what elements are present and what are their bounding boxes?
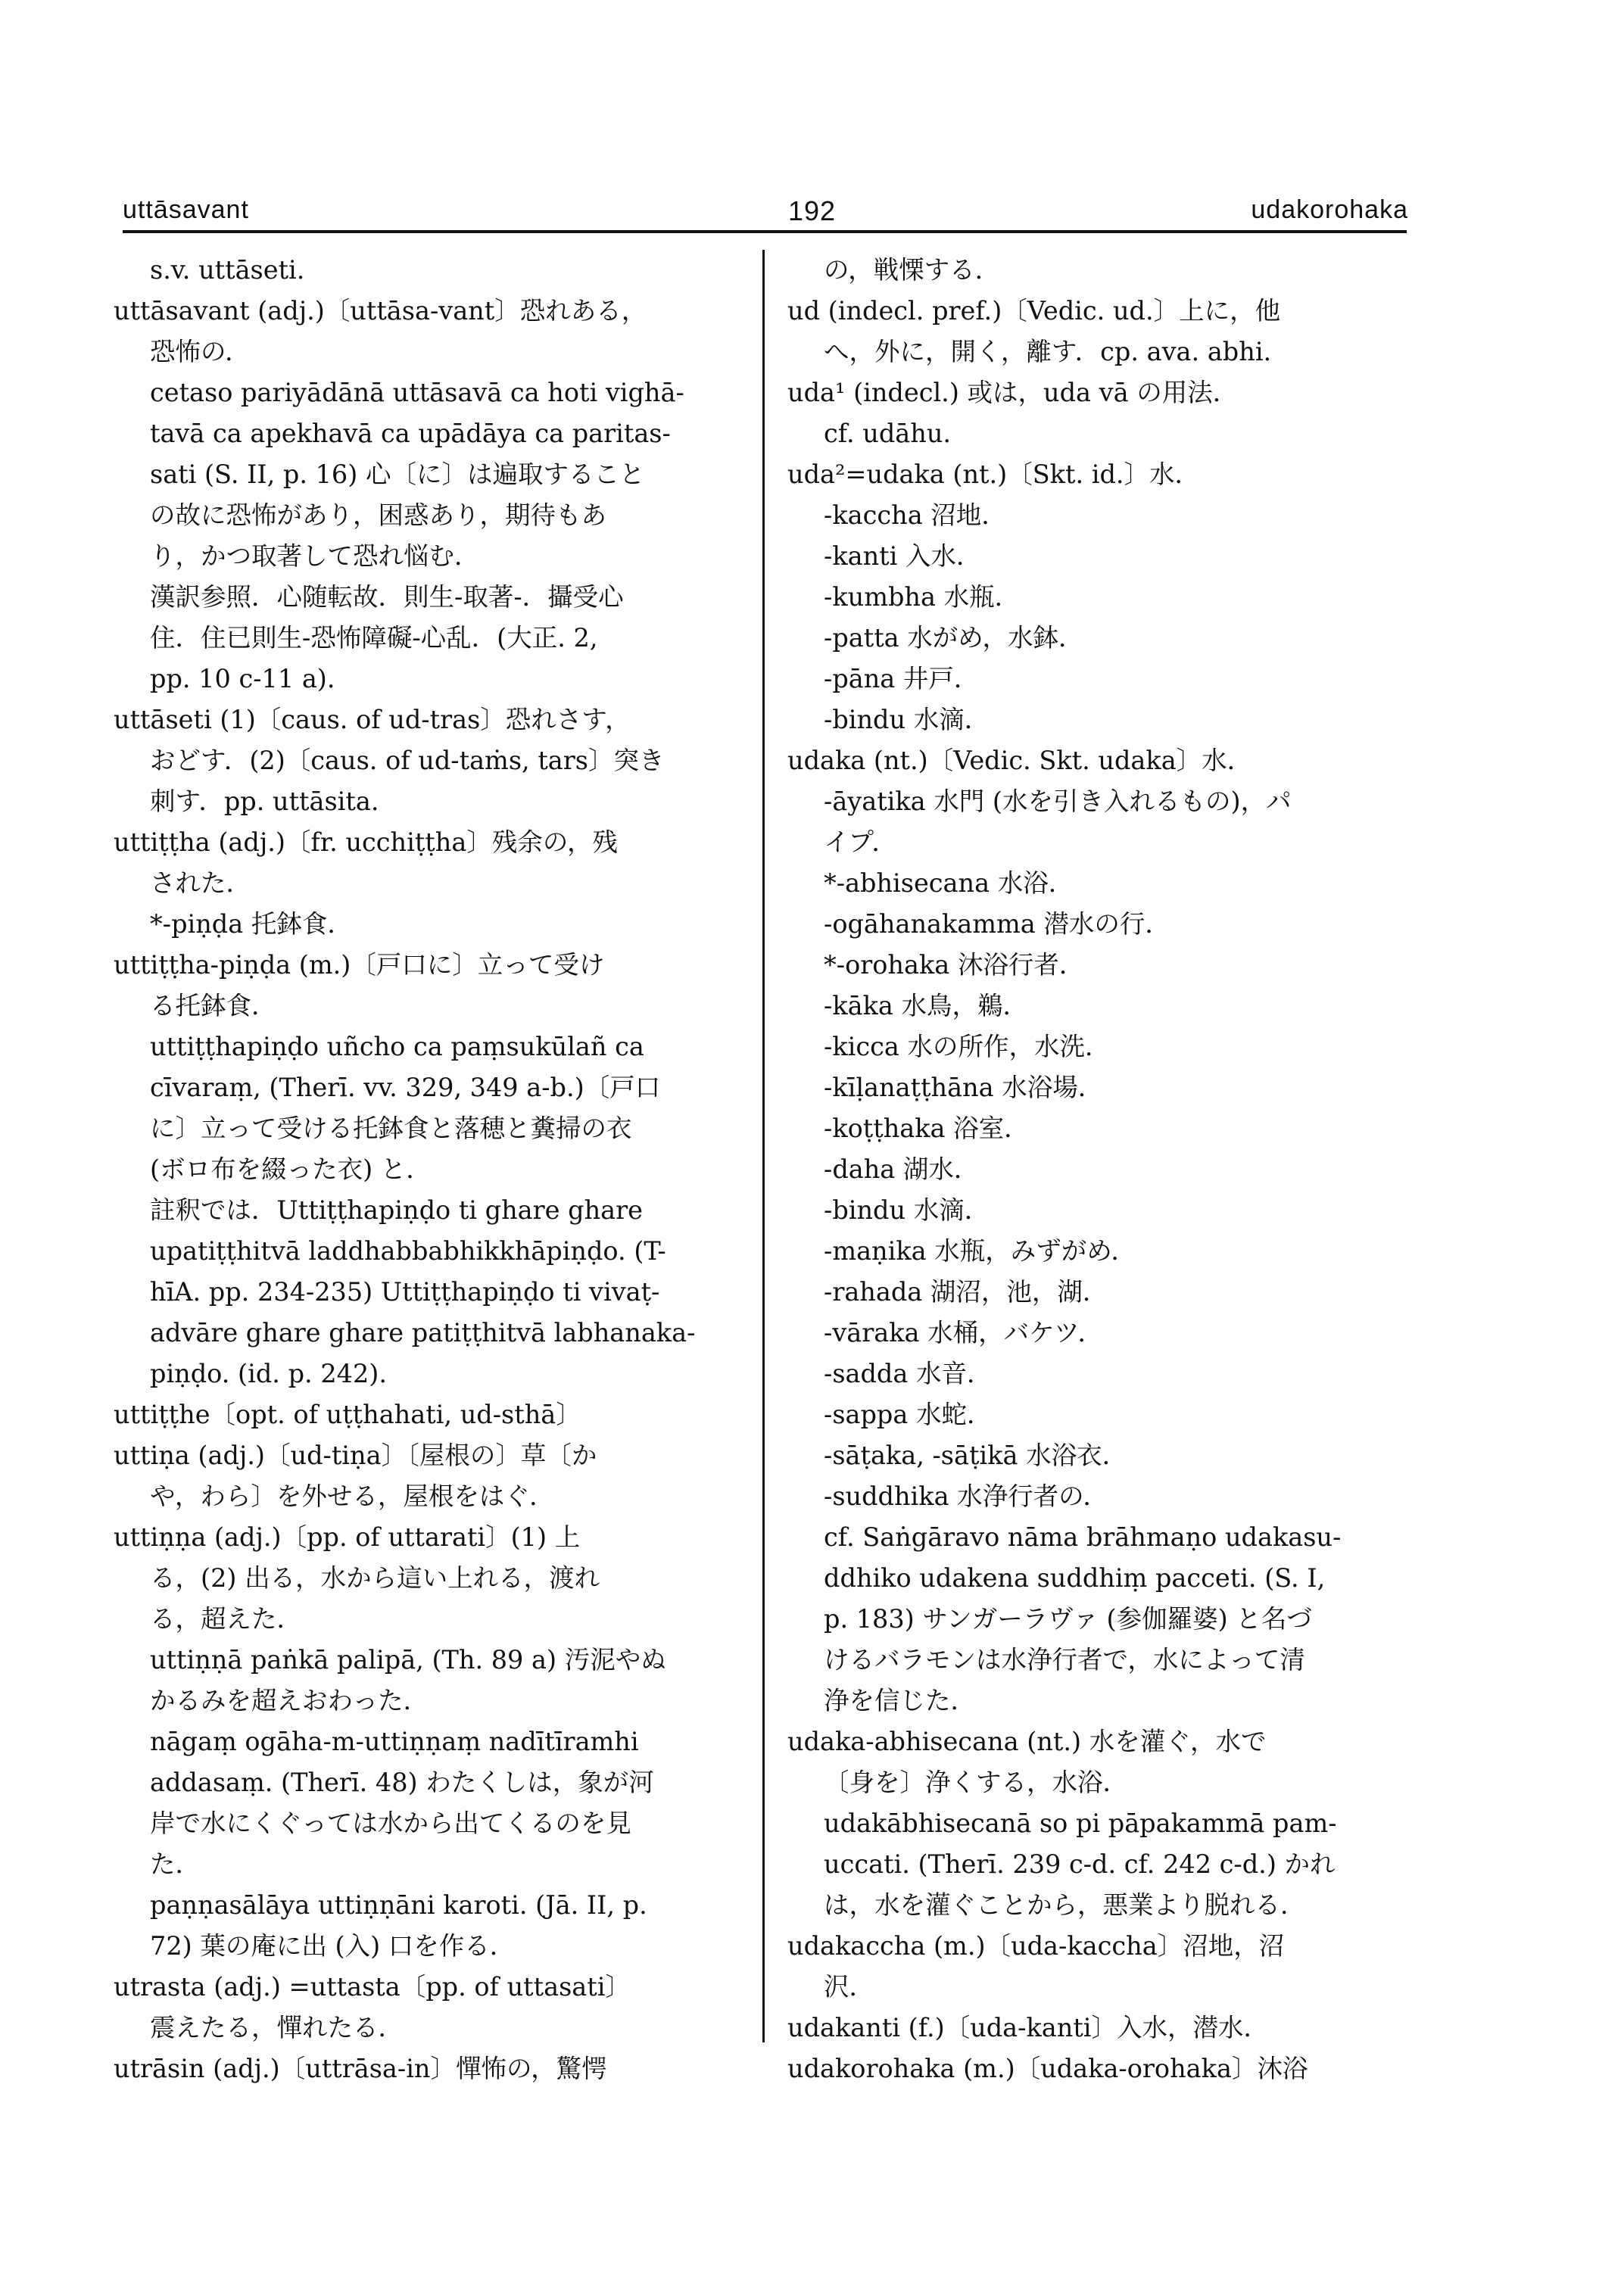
entry-text-line: -āyatika 水門 (水を引き入れるもの)，パ bbox=[824, 787, 1292, 816]
entry-text-line: -maṇika 水瓶，みずがめ． bbox=[824, 1236, 1136, 1266]
entry-text-line: り，かつ取著して恐れ悩む． bbox=[150, 541, 480, 571]
entry-text-line: -sāṭaka, -sāṭikā 水浴衣． bbox=[824, 1441, 1128, 1470]
entry-text-line: *-piṇḍa 托鉢食． bbox=[150, 909, 353, 939]
entry-headword-line: uttiṭṭhe〔opt. of uṭṭhahati, ud-sthā〕 bbox=[114, 1400, 581, 1429]
entry-headword-line: uda¹ (indecl.) 或は，uda vā の用法． bbox=[787, 378, 1239, 407]
entry-text-line: p. 183) サンガーラヴァ (参伽羅婆) と名づ bbox=[824, 1604, 1312, 1634]
entry-text-line: uttiṭṭhapiṇḍo uñcho ca paṃsukūlañ ca bbox=[150, 1032, 644, 1061]
entry-text-line: 〔身を〕浄くする，水浴． bbox=[824, 1768, 1128, 1797]
column-divider bbox=[762, 250, 765, 2042]
entry-text-line: -kanti 入水． bbox=[824, 541, 982, 571]
page-number: 192 bbox=[787, 195, 837, 226]
entry-text-line: 浄を信じた． bbox=[824, 1686, 976, 1715]
entry-text-line: hīA. pp. 234-235) Uttiṭṭhapiṇḍo ti vivaṭ- bbox=[150, 1277, 660, 1307]
entry-text-line: や，わら〕を外せる，屋根をはぐ． bbox=[150, 1481, 555, 1511]
entry-text-line: nāgaṃ ogāha-m-uttiṇṇaṃ nadītīramhi bbox=[150, 1727, 639, 1756]
entry-headword-line: udakaccha (m.)〔uda-kaccha〕沼地，沼 bbox=[787, 1931, 1285, 1961]
entry-text-line: 岸で水にくぐっては水から出てくるのを見 bbox=[150, 1809, 631, 1838]
entry-headword-line: utrāsin (adj.)〔uttrāsa-in〕憚怖の，驚愕 bbox=[114, 2054, 607, 2083]
entry-text-line: 註釈では．Uttiṭṭhapiṇḍo ti ghare ghare bbox=[150, 1195, 643, 1225]
entry-text-line: の，戦慄する． bbox=[824, 255, 1001, 285]
entry-headword-line: uttiṇa (adj.)〔ud-tiṇa〕〔屋根の〕草〔か bbox=[114, 1441, 597, 1470]
entry-text-line: uccati. (Therī. 239 c-d. cf. 242 c-d.) かれ bbox=[824, 1849, 1336, 1879]
entry-headword-line: udaka (nt.)〔Vedic. Skt. udaka〕水． bbox=[787, 746, 1253, 775]
entry-text-line: -kīḷanaṭṭhāna 水浴場． bbox=[824, 1073, 1104, 1102]
entry-text-line: -ogāhanakamma 潜水の行． bbox=[824, 909, 1170, 939]
entry-text-line: 震えたる，憚れたる． bbox=[150, 2013, 404, 2042]
entry-headword-line: udaka-abhisecana (nt.) 水を灌ぐ，水で bbox=[787, 1727, 1267, 1756]
entry-text-line: かるみを超えおわった． bbox=[150, 1686, 429, 1715]
entry-text-line: -bindu 水滴． bbox=[824, 705, 990, 734]
entry-text-line: は，水を灌ぐことから，悪業より脱れる． bbox=[824, 1890, 1306, 1920]
entry-text-line: -vāraka 水桶，バケツ． bbox=[824, 1318, 1103, 1347]
entry-text-line: pp. 10 c-11 a). bbox=[150, 664, 335, 693]
entry-text-line: 沢． bbox=[824, 1972, 874, 2002]
entry-text-line: イプ． bbox=[824, 827, 897, 857]
entry-text-line: -kāka 水鳥，鵜． bbox=[824, 991, 1029, 1020]
entry-headword-line: uttiṇṇa (adj.)〔pp. of uttarati〕(1) 上 bbox=[114, 1522, 581, 1552]
entry-text-line: 住．住已則生-恐怖障礙-心乱．(大正. 2, bbox=[150, 623, 598, 653]
entry-headword-line: udakorohaka (m.)〔udaka-orohaka〕沐浴 bbox=[787, 2054, 1308, 2083]
entry-text-line: cīvaraṃ, (Therī. vv. 329, 349 a-b.)〔戸口 bbox=[150, 1073, 661, 1102]
entry-text-line: udakābhisecanā so pi pāpakammā pam- bbox=[824, 1809, 1337, 1838]
entry-text-line: へ，外に，開く，離す．cp. ava. abhi. bbox=[824, 337, 1272, 366]
entry-text-line: -rahada 湖沼，池，湖． bbox=[824, 1277, 1108, 1307]
running-head-left: uttāsavant bbox=[123, 195, 249, 224]
entry-text-line: *-abhisecana 水浴． bbox=[824, 868, 1074, 898]
entry-headword-line: uttāseti (1)〔caus. of ud-tras〕恐れさす， bbox=[114, 705, 631, 734]
right-column bbox=[787, 250, 1408, 2089]
left-column bbox=[114, 250, 738, 2089]
entry-text-line: -kaccha 沼地． bbox=[824, 500, 1007, 530]
entry-text-line: tavā ca apekhavā ca upādāya ca paritas- bbox=[150, 419, 671, 448]
running-head-right: udakorohaka bbox=[1251, 195, 1408, 224]
entry-text-line: た． bbox=[150, 1849, 201, 1879]
entry-text-line: (ボロ布を綴った衣) と． bbox=[150, 1154, 432, 1184]
entry-text-line: cf. Saṅgāravo nāma brāhmaṇo udakasu- bbox=[824, 1522, 1342, 1552]
entry-text-line: -suddhika 水浄行者の． bbox=[824, 1481, 1108, 1511]
entry-text-line: -daha 湖水． bbox=[824, 1154, 980, 1184]
entry-headword-line: uttiṭṭha (adj.)〔fr. ucchiṭṭha〕残余の，残 bbox=[114, 827, 618, 857]
entry-text-line: る，(2) 出る，水から這い上れる，渡れ bbox=[150, 1563, 600, 1593]
entry-text-line: る托鉢食． bbox=[150, 991, 277, 1020]
entry-text-line: -kumbha 水瓶． bbox=[824, 582, 1021, 612]
entry-text-line: 恐怖の． bbox=[150, 337, 251, 366]
entry-headword-line: udakanti (f.)〔uda-kanti〕入水，潜水． bbox=[787, 2013, 1269, 2042]
entry-headword-line: ud (indecl. pref.)〔Vedic. ud.〕上に，他 bbox=[787, 296, 1281, 326]
entry-text-line: addasaṃ. (Therī. 48) わたくしは，象が河 bbox=[150, 1768, 654, 1797]
entry-text-line: けるバラモンは水浄行者で，水によって清 bbox=[824, 1645, 1305, 1675]
entry-text-line: advāre ghare ghare patiṭṭhitvā labhanaka- bbox=[150, 1318, 696, 1347]
entry-text-line: s.v. uttāseti. bbox=[150, 255, 305, 285]
entry-text-line: -koṭṭhaka 浴室． bbox=[824, 1114, 1030, 1143]
entry-headword-line: uda²=udaka (nt.)〔Skt. id.〕水． bbox=[787, 460, 1201, 489]
entry-text-line: 漢訳参照．心随転故．則生-取著-．攝受心 bbox=[150, 582, 624, 612]
entry-text-line: sati (S. II, p. 16) 心〔に〕は遍取すること bbox=[150, 460, 645, 489]
entry-headword-line: uttāsavant (adj.)〔uttāsa-vant〕恐れある， bbox=[114, 296, 647, 326]
entry-headword-line: utrasta (adj.) =uttasta〔pp. of uttasati〕 bbox=[114, 1972, 631, 2002]
entry-text-line: piṇḍo. (id. p. 242). bbox=[150, 1359, 387, 1388]
entry-text-line: -sappa 水蛇． bbox=[824, 1400, 993, 1429]
entry-text-line: ddhiko udakena suddhiṃ pacceti. (S. I, bbox=[824, 1563, 1326, 1593]
entry-text-line: -bindu 水滴． bbox=[824, 1195, 990, 1225]
entry-text-line: 72) 葉の庵に出 (入) 口を作る． bbox=[150, 1931, 516, 1961]
entry-text-line: おどす．(2)〔caus. of ud-taṁs, tars〕突き bbox=[150, 746, 665, 775]
entry-text-line: -kicca 水の所作，水洗． bbox=[824, 1032, 1111, 1061]
entry-text-line: された． bbox=[150, 868, 251, 898]
entry-text-line: -pāna 井戸． bbox=[824, 664, 980, 693]
entry-text-line: る，超えた． bbox=[150, 1604, 302, 1634]
entry-text-line: 刺す．pp. uttāsita. bbox=[150, 787, 379, 816]
entry-text-line: に〕立って受ける托鉢食と落穂と糞掃の衣 bbox=[150, 1114, 632, 1143]
entry-text-line: *-orohaka 沐浴行者． bbox=[824, 950, 1085, 980]
entry-text-line: uttiṇṇā paṅkā palipā, (Th. 89 a) 汚泥やぬ bbox=[150, 1645, 666, 1675]
entry-text-line: -sadda 水音． bbox=[824, 1359, 993, 1388]
entry-text-line: cf. udāhu. bbox=[824, 419, 952, 448]
entry-text-line: -patta 水がめ，水鉢． bbox=[824, 623, 1084, 653]
entry-text-line: paṇṇasālāya uttiṇṇāni karoti. (Jā. II, p. bbox=[150, 1890, 647, 1920]
header-rule bbox=[123, 230, 1407, 233]
entry-text-line: cetaso pariyādānā uttāsavā ca hoti vighā- bbox=[150, 378, 684, 407]
entry-headword-line: uttiṭṭha-piṇḍa (m.)〔戸口に〕立って受け bbox=[114, 950, 605, 980]
entry-text-line: の故に恐怖があり，困惑あり，期待もあ bbox=[150, 500, 606, 530]
entry-text-line: upatiṭṭhitvā laddhabbabhikkhāpiṇḍo. (T- bbox=[150, 1236, 666, 1266]
